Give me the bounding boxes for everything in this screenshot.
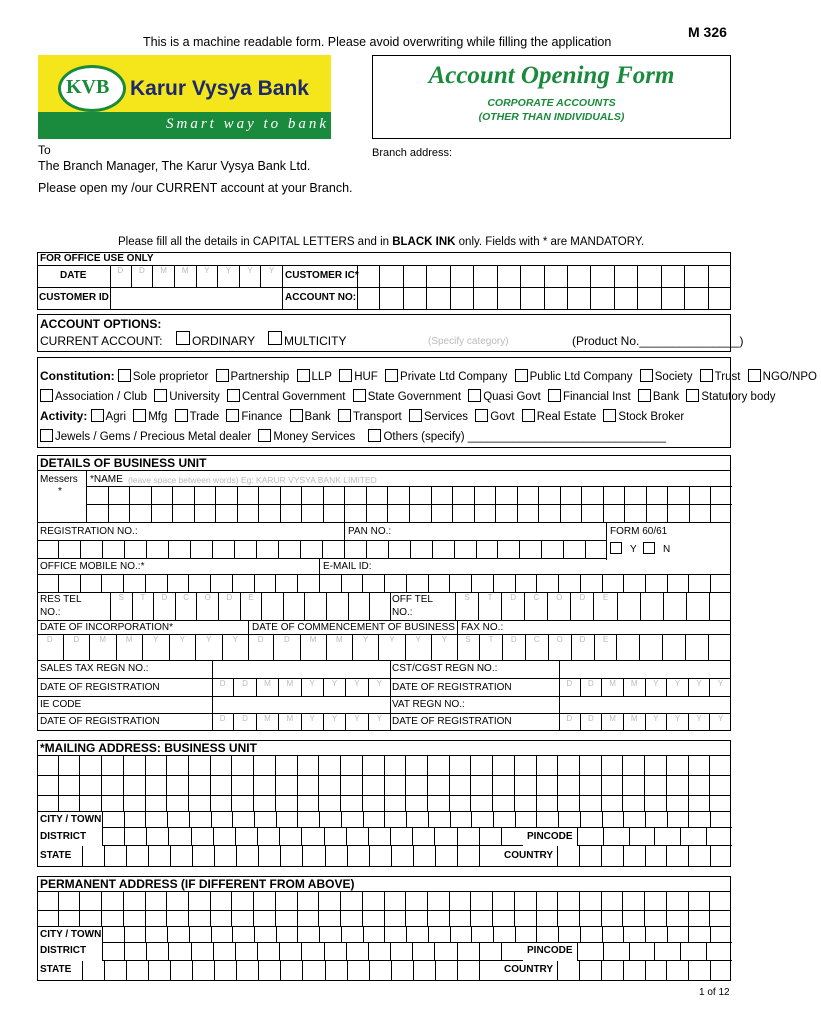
constitution-option[interactable]: Society xyxy=(640,371,693,383)
constitution-option[interactable]: Financial Inst xyxy=(548,391,631,403)
constitution-option[interactable]: Association / Club xyxy=(40,391,147,403)
form6061-no-checkbox[interactable] xyxy=(643,542,655,554)
permanent-country-label: COUNTRY xyxy=(504,964,554,975)
permanent-address-line-1[interactable] xyxy=(37,892,731,911)
activity-option[interactable]: Stock Broker xyxy=(603,411,684,423)
account-no-label: ACCOUNT NO: xyxy=(285,292,357,303)
form-code: M 326 xyxy=(688,24,727,40)
business-name-row-1[interactable] xyxy=(86,486,732,505)
pan-no-label: PAN NO.: xyxy=(348,526,392,537)
request-text: Please open my /our CURRENT account at your Branch. xyxy=(38,181,353,195)
pan-no-field[interactable] xyxy=(344,540,607,559)
ordinary-checkbox[interactable] xyxy=(176,331,190,345)
sales-tax-date-label: DATE OF REGISTRATION xyxy=(40,682,160,693)
ordinary-label: ORDINARY xyxy=(192,334,256,348)
mailing-address-line-1[interactable] xyxy=(37,756,731,776)
ie-code-label: IE CODE xyxy=(40,699,82,710)
off-tel-label-2: NO.: xyxy=(392,607,413,618)
mailing-pincode-field[interactable] xyxy=(577,828,732,846)
form-subtitle-2: (OTHER THAN INDIVIDUALS) xyxy=(478,111,625,123)
constitution-option[interactable]: Public Ltd Company xyxy=(515,371,633,383)
permanent-city-label: CITY / TOWN xyxy=(40,929,102,940)
ie-date-label: DATE OF REGISTRATION xyxy=(40,716,160,727)
to-label: To xyxy=(38,143,51,157)
bank-name: Karur Vysya Bank xyxy=(130,77,309,100)
res-tel-field[interactable]: S T D C O D E xyxy=(110,592,391,620)
multicity-label: MULTICITY xyxy=(284,334,347,348)
customer-ic-field[interactable] xyxy=(357,265,731,287)
constitution-option[interactable]: Statutory body xyxy=(686,391,775,403)
constitution-option[interactable]: Central Government xyxy=(227,391,346,403)
mailing-state-label: STATE xyxy=(40,850,72,861)
activity-option[interactable]: Agri xyxy=(91,411,126,423)
mailing-pincode-label: PINCODE xyxy=(527,831,573,842)
registration-no-field[interactable] xyxy=(37,540,344,559)
vat-date-field[interactable]: D D M M Y Y Y Y xyxy=(559,713,731,731)
business-name-row-2[interactable] xyxy=(86,504,732,523)
mailing-address-title: *MAILING ADDRESS: BUSINESS UNIT xyxy=(40,741,257,755)
mailing-city-field[interactable] xyxy=(102,812,732,828)
office-mobile-field[interactable] xyxy=(37,574,319,592)
activity-row-2 xyxy=(40,429,670,443)
activity-option[interactable]: Services xyxy=(409,411,468,423)
permanent-state-label: STATE xyxy=(40,964,72,975)
date-commencement-field[interactable]: D D M M Y Y Y Y xyxy=(248,634,457,660)
mailing-district-label: DISTRICT xyxy=(40,831,87,842)
permanent-district-field[interactable] xyxy=(102,943,523,961)
res-tel-label-2: NO.: xyxy=(40,607,61,618)
activity-option[interactable]: Govt xyxy=(475,411,514,423)
off-tel-field[interactable]: S T D C O D E xyxy=(455,592,732,620)
activity-option[interactable]: Jewels / Gems / Precious Metal dealer xyxy=(40,431,251,443)
date-incorporation-label: DATE OF INCORPORATION* xyxy=(40,622,173,633)
multicity-checkbox[interactable] xyxy=(268,331,282,345)
activity-option[interactable]: Mfg xyxy=(133,411,167,423)
fax-no-label: FAX NO.: xyxy=(461,622,504,633)
form-title: Account Opening Form xyxy=(428,62,675,89)
vat-label: VAT REGN NO.: xyxy=(392,699,465,710)
constitution-option[interactable]: University xyxy=(154,391,219,403)
customer-id-label: CUSTOMER ID xyxy=(39,292,109,303)
customer-ic-label: CUSTOMER IC* xyxy=(285,270,359,281)
fax-no-field[interactable]: S T D C O D E xyxy=(457,634,731,660)
kvb-letters: KVB xyxy=(66,76,110,98)
activity-option[interactable]: Finance xyxy=(226,411,282,423)
date-commencement-label: DATE OF COMMENCEMENT OF BUSINESS xyxy=(252,622,455,633)
mailing-country-label: COUNTRY xyxy=(504,850,554,861)
name-label: *NAME xyxy=(90,474,123,485)
permanent-pincode-label: PINCODE xyxy=(527,945,573,956)
mailing-address-line-2[interactable] xyxy=(37,776,731,796)
activity-row-1: Activity: Agri Mfg Trade Finance Bank Transport Services Govt Real Estate Stock Broker xyxy=(40,409,685,423)
form6061-label: FORM 60/61 xyxy=(610,526,668,537)
branch-address-label: Branch address: xyxy=(372,147,453,159)
constitution-row-1: Constitution: Sole proprietor Partnership LLP HUF Private Ltd Company Public Ltd Company Society Trust NGO/NPO xyxy=(40,369,817,383)
account-no-field[interactable] xyxy=(357,288,731,310)
form-subtitle-1: CORPORATE ACCOUNTS xyxy=(487,97,616,109)
cst-date-label: DATE OF REGISTRATION xyxy=(392,682,512,693)
permanent-state-field[interactable] xyxy=(82,961,501,981)
mailing-district-field[interactable] xyxy=(102,828,523,846)
activity-option[interactable]: Trade xyxy=(175,411,220,423)
constitution-option[interactable]: LLP xyxy=(297,371,332,383)
constitution-row-2 xyxy=(40,389,780,403)
constitution-option[interactable]: HUF xyxy=(339,371,378,383)
form6061-yes-checkbox[interactable] xyxy=(610,542,622,554)
machine-readable-notice: This is a machine readable form. Please avoid overwriting while filling the application xyxy=(143,35,612,49)
mailing-state-field[interactable] xyxy=(82,846,501,867)
date-incorporation-field[interactable]: D D M M Y Y Y Y xyxy=(37,634,248,660)
constitution-option[interactable]: State Government xyxy=(353,391,461,403)
constitution-option[interactable]: Quasi Govt xyxy=(468,391,541,403)
mailing-city-label: CITY / TOWN xyxy=(40,814,102,825)
office-mobile-label: OFFICE MOBILE NO.:* xyxy=(40,561,145,572)
constitution-option[interactable]: Trust xyxy=(700,371,741,383)
constitution-option[interactable]: NGO/NPO xyxy=(748,371,817,383)
messers-label: Messers xyxy=(40,474,78,485)
email-field[interactable] xyxy=(319,574,732,592)
cst-label: CST/CGST REGN NO.: xyxy=(392,663,498,674)
current-account-label: CURRENT ACCOUNT: xyxy=(40,334,163,348)
permanent-city-field[interactable] xyxy=(102,927,732,943)
email-label: E-MAIL ID: xyxy=(323,561,372,572)
permanent-address-line-2[interactable] xyxy=(37,911,731,927)
instruction-text: Please fill all the details in CAPITAL LETTERS and in BLACK INK only. Fields with * are MANDATORY. xyxy=(118,236,645,248)
sales-tax-label: SALES TAX REGN NO.: xyxy=(40,663,149,674)
off-tel-label-1: OFF TEL xyxy=(392,594,433,605)
permanent-district-label: DISTRICT xyxy=(40,945,87,956)
constitution-option[interactable]: Sole proprietor xyxy=(118,371,208,383)
constitution-option[interactable]: Bank xyxy=(638,391,679,403)
activity-option[interactable]: Money Services xyxy=(258,431,355,443)
account-options-title: ACCOUNT OPTIONS: xyxy=(40,317,162,331)
permanent-country-field[interactable] xyxy=(557,961,732,981)
yes-label: Y xyxy=(630,544,637,555)
office-date-field[interactable]: D D M M Y Y Y Y xyxy=(110,265,282,287)
mailing-country-field[interactable] xyxy=(557,846,732,867)
messers-star: * xyxy=(58,486,62,497)
activity-option[interactable]: Transport xyxy=(338,411,402,423)
product-no-field[interactable]: (Product No._______________) xyxy=(572,334,744,348)
activity-option[interactable]: Bank xyxy=(290,411,331,423)
office-use-title: FOR OFFICE USE ONLY xyxy=(40,253,154,264)
sales-tax-date-field[interactable]: D D M M Y Y Y Y xyxy=(212,678,390,696)
bank-tagline: Smart way to bank xyxy=(166,116,330,132)
date-label: DATE xyxy=(60,270,87,281)
constitution-option[interactable]: Private Ltd Company xyxy=(385,371,507,383)
permanent-address-title: PERMANENT ADDRESS (IF DIFFERENT FROM ABOVE) xyxy=(40,877,355,891)
constitution-option[interactable]: Partnership xyxy=(216,371,290,383)
mailing-address-line-3[interactable] xyxy=(37,796,731,812)
name-hint: (leave space between words) Eg: KARUR VYSYA BANK LIMITED xyxy=(128,475,377,485)
registration-no-label: REGISTRATION NO.: xyxy=(40,526,138,537)
vat-date-label: DATE OF REGISTRATION xyxy=(392,716,512,727)
page-number: 1 of 12 xyxy=(699,987,730,998)
specify-category-hint: (Specify category) xyxy=(428,336,509,347)
addressee: The Branch Manager, The Karur Vysya Bank Ltd. xyxy=(38,159,311,173)
cst-date-field[interactable]: D D M M Y Y Y Y xyxy=(559,678,731,696)
ie-date-field[interactable]: D D M M Y Y Y Y xyxy=(212,713,390,731)
bank-logo xyxy=(38,55,331,139)
activity-option[interactable]: Others (specify) _______________________________ xyxy=(368,431,666,443)
activity-option[interactable]: Real Estate xyxy=(522,411,596,423)
res-tel-label-1: RES TEL xyxy=(40,594,82,605)
no-label: N xyxy=(663,544,671,555)
business-unit-title: DETAILS OF BUSINESS UNIT xyxy=(40,456,207,470)
permanent-pincode-field[interactable] xyxy=(577,943,732,961)
